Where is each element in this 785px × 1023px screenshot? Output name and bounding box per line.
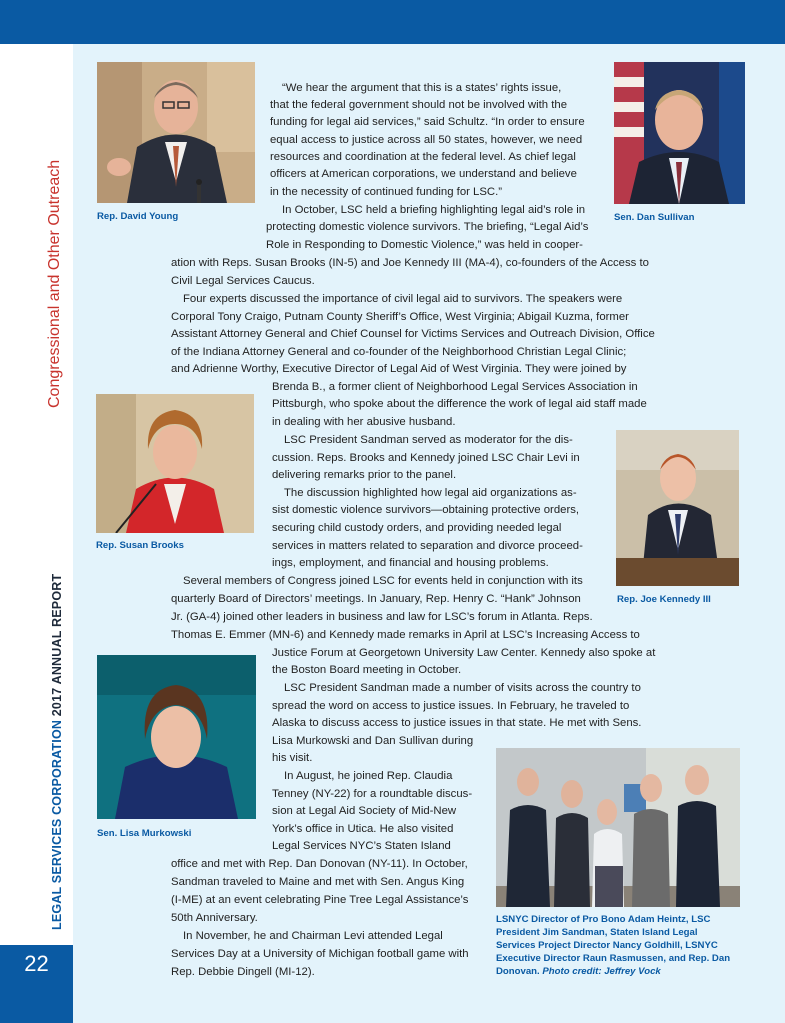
report-title (50, 574, 64, 930)
body-line: “We hear the argument that this is a states’ rights issue, (282, 82, 562, 94)
caption-group-line: Donovan. (496, 966, 540, 977)
body-line: officers at American corporations, we understand and believe (270, 168, 577, 180)
photo-david-young (97, 62, 255, 203)
body-line: LSC President Sandman made a number of visits across the country to (284, 682, 641, 694)
body-line: ings, employment, and financial and housing problems. (272, 557, 549, 569)
body-line: that the federal government should not be involved with the (270, 99, 568, 111)
body-line: In August, he joined Rep. Claudia (284, 770, 453, 782)
body-line: Justice Forum at Georgetown University Law Center. Kennedy also spoke at (272, 647, 656, 659)
body-line: Jr. (GA-4) joined other leaders in business and law for LSC’s forum in Atlanta. Reps. (171, 611, 593, 623)
body-line: in the necessity of continued funding for LSC.” (270, 186, 503, 198)
photo-joe-kennedy (616, 430, 739, 586)
caption-joe-kennedy: Rep. Joe Kennedy III (617, 594, 711, 605)
body-line: ation with Reps. Susan Brooks (IN-5) and Joe Kennedy III (MA-4), co-founders of the Access to (171, 257, 649, 269)
body-line: Thomas E. Emmer (MN-6) and Kennedy made remarks in April at LSC’s Increasing Access to (171, 629, 640, 641)
body-line: of the Indiana Attorney General and co-founder of the Neighborhood Christian Legal Clinic; (171, 346, 627, 358)
caption-susan-brooks: Rep. Susan Brooks (96, 540, 184, 551)
body-line: Legal Services NYC’s Staten Island (272, 840, 451, 852)
body-line: Several members of Congress joined LSC for events held in conjunction with its (183, 575, 583, 587)
body-line: The discussion highlighted how legal aid organizations as- (284, 487, 577, 499)
body-line: Brenda B., a former client of Neighborhood Legal Services Association in (272, 381, 638, 393)
report-year-title: 2017 ANNUAL REPORT (50, 573, 64, 717)
body-line: In November, he and Chairman Levi attended Legal (183, 930, 443, 942)
header-bar (0, 0, 785, 44)
body-line: Alaska to discuss access to justice issues in that state. He met with Sens. (272, 717, 642, 729)
body-line: Four experts discussed the importance of civil legal aid to survivors. The speakers were (183, 293, 623, 305)
report-org: LEGAL SERVICES CORPORATION (50, 719, 64, 930)
body-line: Corporal Tony Craigo, Putnam County Sheriff’s Office, West Virginia; Abigail Kuzma, former (171, 311, 629, 323)
body-line: Assistant Attorney General and Chief Counsel for Victims Services and Outreach Division, Office (171, 328, 655, 340)
caption-group-line: Executive Director Raun Rasmussen, and Rep. Dan (496, 953, 731, 964)
body-line: Rep. Debbie Dingell (MI-12). (171, 966, 315, 978)
body-line: funding for legal aid services,” said Schultz. “In order to ensure (270, 116, 585, 128)
caption-group-line: LSNYC Director of Pro Bono Adam Heintz, LSC (496, 914, 711, 925)
body-line: Pittsburgh, who spoke about the difference the work of legal aid staff made (272, 398, 647, 410)
body-line: York’s office in Utica. He also visited (272, 823, 454, 835)
body-line: office and met with Rep. Dan Donovan (NY-11). In October, (171, 858, 468, 870)
photo-susan-brooks (96, 394, 254, 533)
body-line: LSC President Sandman served as moderator for the dis- (284, 434, 573, 446)
body-line: Sandman traveled to Maine and met with Sen. Angus King (171, 876, 465, 888)
body-line: Lisa Murkowski and Dan Sullivan during (272, 735, 474, 747)
body-line: cussion. Reps. Brooks and Kennedy joined LSC Chair Levi in (272, 452, 580, 464)
body-line: Tenney (NY-22) for a roundtable discus- (272, 788, 473, 800)
section-title: Congressional and Other Outreach (46, 159, 63, 408)
caption-dan-sullivan: Sen. Dan Sullivan (614, 212, 695, 223)
caption-group-line: Services Project Director Nancy Goldhill, LSNYC (496, 940, 718, 951)
caption-group-line: President Jim Sandman, Staten Island Legal (496, 927, 698, 938)
caption-group (496, 913, 751, 978)
body-line: delivering remarks prior to the panel. (272, 469, 457, 481)
body-line: Services Day at a University of Michigan football game with (171, 948, 469, 960)
photo-group (496, 748, 740, 907)
body-line: protecting domestic violence survivors. The briefing, “Legal Aid’s (266, 221, 589, 233)
body-line: Civil Legal Services Caucus. (171, 275, 315, 287)
page-number: 22 (24, 951, 49, 976)
body-line: in dealing with her abusive husband. (272, 416, 456, 428)
body-line: equal access to justice across all 50 states, however, we need (270, 134, 583, 146)
body-line: and Adrienne Worthy, Executive Director of Legal Aid of West Virginia. They were joined by (171, 363, 627, 375)
caption-david-young: Rep. David Young (97, 211, 179, 222)
body-line: Role in Responding to Domestic Violence,” was held in cooper- (266, 239, 583, 251)
photo-lisa-murkowski (97, 655, 256, 819)
body-line: the Boston Board meeting in October. (272, 664, 462, 676)
body-line: quarterly Board of Directors’ meetings. In January, Rep. Henry C. “Hank” Johnson (171, 593, 581, 605)
body-line: securing child custody orders, and providing needed legal (272, 522, 562, 534)
body-line: (I-ME) at an event celebrating Pine Tree Legal Assistance’s (171, 894, 469, 906)
body-line: In October, LSC held a briefing highlighting legal aid’s role in (282, 204, 586, 216)
body-line: services in matters related to separation and divorce proceed- (272, 540, 583, 552)
photo-dan-sullivan (614, 62, 745, 204)
photo-credit: Photo credit: Jeffrey Vock (542, 966, 661, 977)
body-line: resources and coordination at the federal level. As chief legal (270, 151, 576, 163)
body-line: sist domestic violence survivors—obtaining protective orders, (272, 504, 580, 516)
body-line: 50th Anniversary. (171, 912, 258, 924)
body-line: sion at Legal Aid Society of Mid-New (272, 805, 457, 817)
body-line: spread the word on access to justice issues. In February, he traveled to (272, 700, 630, 712)
body-line: his visit. (272, 752, 313, 764)
caption-lisa-murkowski: Sen. Lisa Murkowski (97, 828, 192, 839)
